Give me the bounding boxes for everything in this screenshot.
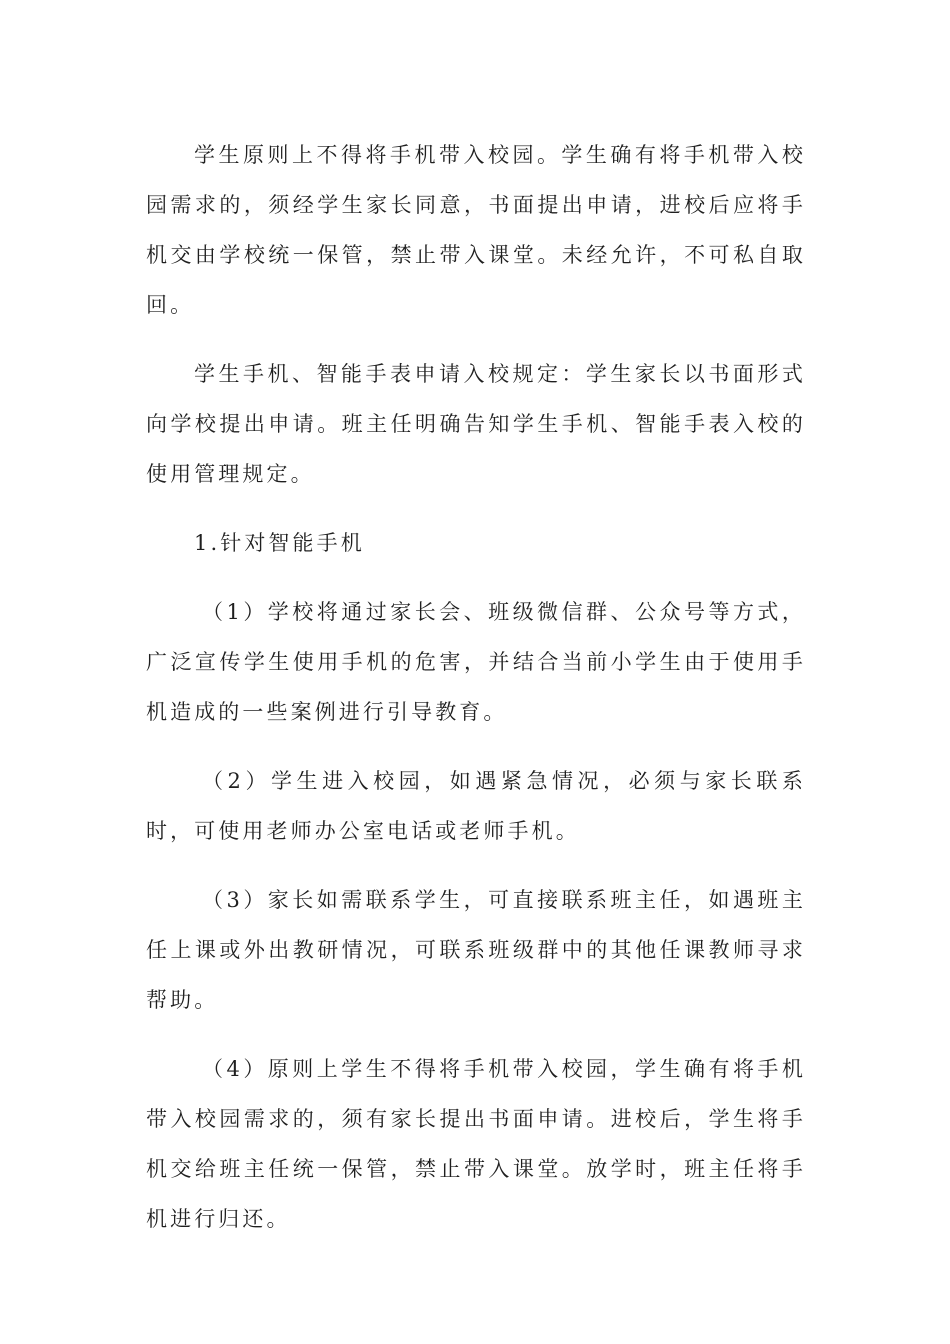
list-item-4: （4）原则上学生不得将手机带入校园，学生确有将手机带入校园需求的，须有家长提出书面申请。进校后，学生将手机交给班主任统一保管，禁止带入课堂。放学时，班主任将手机进行归还。: [146, 1057, 806, 1231]
paragraph-phone-principle: 学生原则上不得将手机带入校园。学生确有将手机带入校园需求的，须经学生家长同意，书面提出申请，进校后应将手机交由学校统一保管，禁止带入课堂。未经允许，不可私自取回。: [146, 143, 806, 317]
list-item-2: （2）学生进入校园，如遇紧急情况，必须与家长联系时，可使用老师办公室电话或老师手机。: [146, 769, 806, 843]
list-item-3: （3）家长如需联系学生，可直接联系班主任，如遇班主任上课或外出教研情况，可联系班级群中的其他任课教师寻求帮助。: [146, 888, 806, 1012]
list-item-1: （1）学校将通过家长会、班级微信群、公众号等方式，广泛宣传学生使用手机的危害，并结合当前小学生由于使用手机造成的一些案例进行引导教育。: [146, 600, 806, 724]
paragraph-application-rules: 学生手机、智能手表申请入校规定：学生家长以书面形式向学校提出申请。班主任明确告知学生手机、智能手表入校的使用管理规定。: [146, 362, 806, 486]
document-body: [146, 130, 806, 1263]
section-heading-smartphone: 1.针对智能手机: [194, 531, 365, 555]
